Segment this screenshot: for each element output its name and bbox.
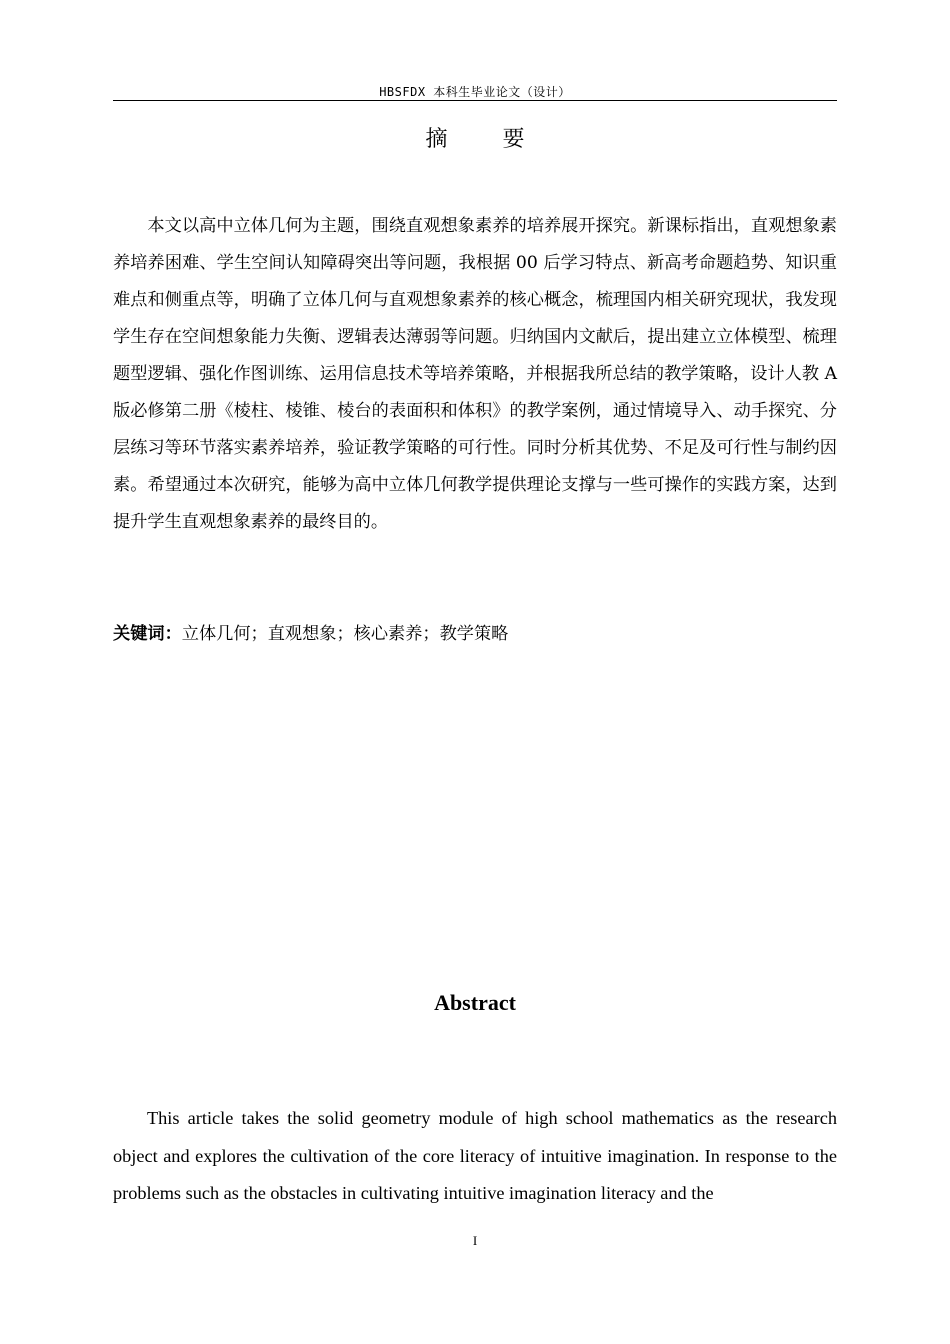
keywords-text: 立体几何；直观想象；核心素养；教学策略	[181, 624, 509, 644]
running-header: HBSFDX 本科生毕业论文（设计）	[379, 85, 571, 99]
keywords-line	[113, 620, 837, 648]
page-number: I	[472, 1233, 478, 1248]
abstract-en-body: This article takes the solid geometry module of high school mathematics as the research object and explores the cultivation of the core literacy of intuitive imagination. In response to the problems such as the obstacles in cultivating intuitive imagination literacy and the	[113, 1108, 837, 1203]
header-rule	[113, 100, 837, 101]
abstract-en-title: Abstract	[434, 990, 516, 1015]
abstract-cn-body: 本文以高中立体几何为主题，围绕直观想象素养的培养展开探究。新课标指出，直观想象素养培养困难、学生空间认知障碍突出等问题，我根据 00 后学习特点、新高考命题趋势、知识重难点和侧重点等，明确了立体几何与直观想象素养的核心概念，梳理国内相关研究现状，我发现学生存在空间想象能力失衡、逻辑表达薄弱等问题。归纳国内文献后，提出建立立体模型、梳理题型逻辑、强化作图训练、运用信息技术等培养策略，并根据我所总结的教学策略，设计人教 A 版必修第二册《棱柱、棱锥、棱台的表面积和体积》的教学案例，通过情境导入、动手探究、分层练习等环节落实素养培养，验证教学策略的可行性。同时分析其优势、不足及可行性与制约因素。希望通过本次研究，能够为高中立体几何教学提供理论支撑与一些可操作的实践方案，达到提升学生直观想象素养的最终目的。	[113, 216, 837, 532]
keywords-label: 关键词：	[113, 624, 182, 644]
abstract-cn-title: 摘 要	[425, 127, 549, 152]
